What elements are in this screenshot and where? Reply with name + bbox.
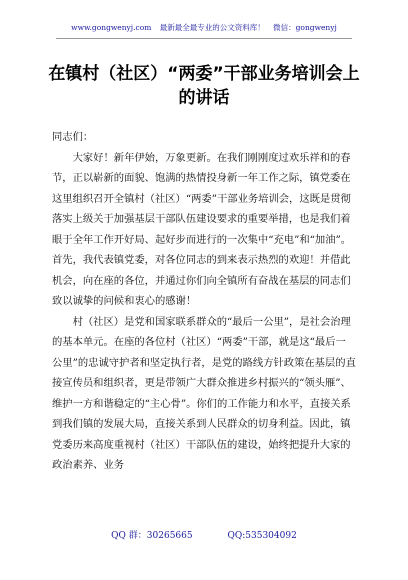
document-body: [52, 127, 356, 476]
header-slogan: 最新最全最专业的公文资料库！: [159, 23, 265, 32]
document-title: 在镇村（社区）“两委”干部业务培训会上的讲话: [48, 64, 360, 108]
page-footer: [0, 528, 408, 541]
header-wechat: 微信：gongwenyj: [273, 23, 337, 32]
footer-qq-group: QQ 群：30265665: [111, 531, 193, 541]
page-header: [0, 22, 408, 33]
body-paragraph: 村（社区）是党和国家联系群众的“最后一公里”，是社会治理的基本单元。在座的各位村（社区）“两委”干部，就是这“最后一公里”的忠诚守护者和坚定执行者，是党的路线方针政策在基层的直接宣传员和组织者，更是带领广大群众推进乡村振兴的“领头雁”、维护一方和谐稳定的“主心骨”。你们的工作能力和水平，直接关系到我们镇的发展大局，直接关系到人民群众的切身利益。因此，镇党委历来高度重视村（社区）干部队伍的建设，始终把提升大家的政治素养、业务: [52, 315, 356, 471]
body-paragraph: 大家好！新年伊始，万象更新。在我们刚刚度过欢乐祥和的春节，正以崭新的面貌、饱满的热情投身新一年工作之际，镇党委在这里组织召开全镇村（社区）“两委”干部业务培训会，这既是贯彻落实上级关于加强基层干部队伍建设要求的重要举措，也是我们着眼于全年工作开好局、起好步而进行的一次集中“充电”和“加油”。首先，我代表镇党委，对各位同志的到来表示热烈的欢迎！并借此机会，向在座的各位，并通过你们向全镇所有奋战在基层的同志们致以诚挚的问候和衷心的感谢！: [52, 151, 352, 307]
header-site-link[interactable]: www.gongwenyj.com: [71, 23, 152, 32]
salutation: 同志们：: [52, 131, 94, 143]
header-divider: [56, 38, 352, 39]
footer-qq: QQ:535304092: [227, 531, 297, 541]
